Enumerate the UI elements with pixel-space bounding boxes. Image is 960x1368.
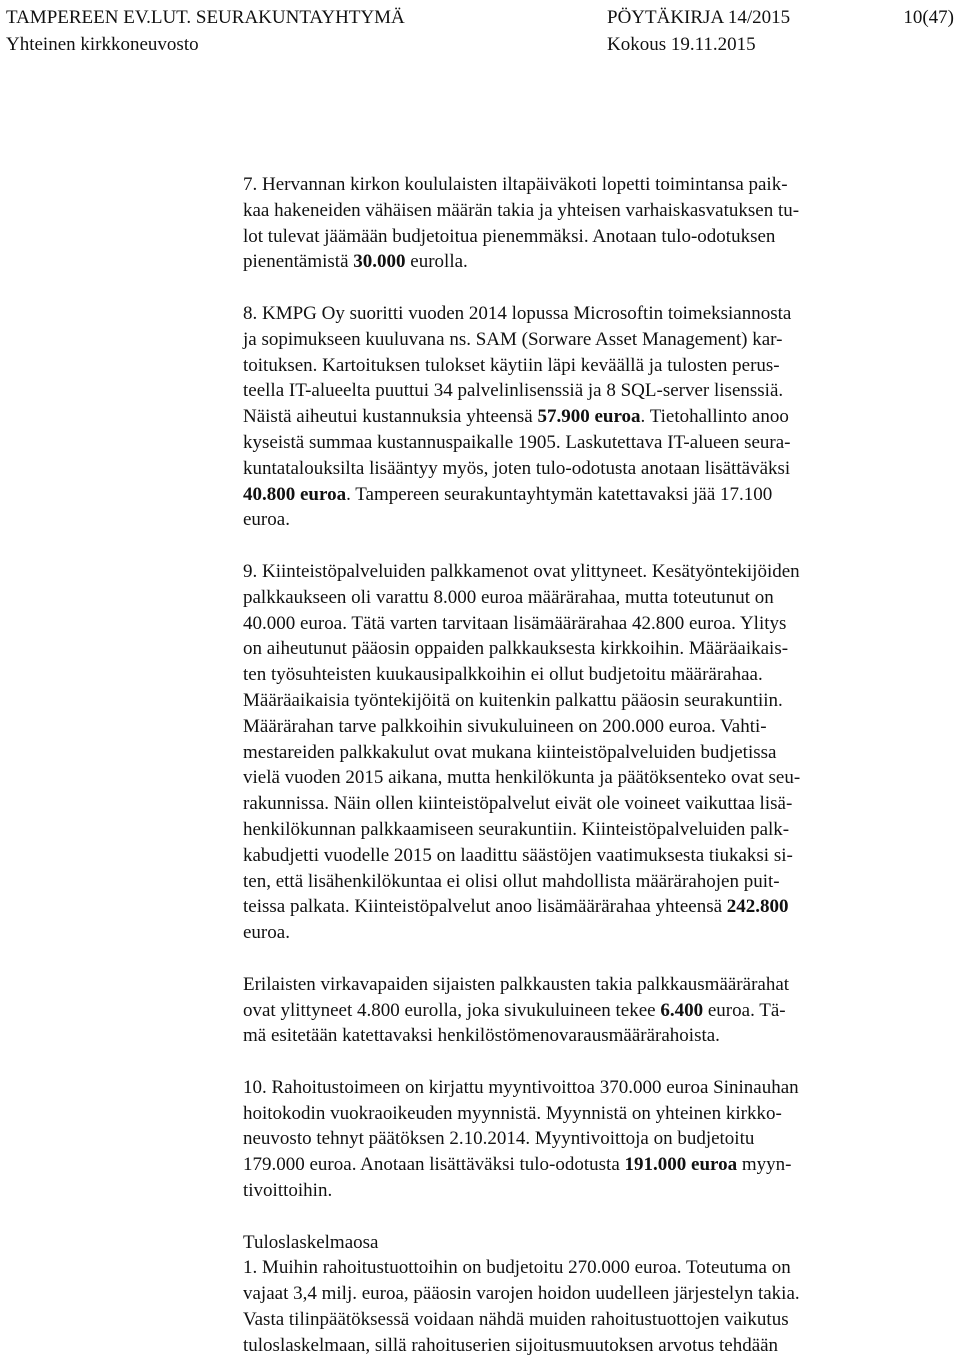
header-row-2	[0, 31, 960, 58]
text-segment: myyn-	[737, 1154, 792, 1176]
text-line	[243, 1281, 903, 1307]
document-body	[243, 172, 903, 1359]
emphasized-amount: 191.000 euroa	[624, 1154, 738, 1176]
text-line	[243, 301, 903, 327]
text-segment: on aiheutunut pääosin oppaiden palkkauksesta kirkkoihin. Määräaikais-	[243, 638, 789, 660]
emphasized-amount: 242.800	[726, 896, 789, 918]
emphasized-amount: 40.800 euroa	[243, 483, 347, 505]
text-segment: eurolla.	[405, 251, 468, 273]
emphasized-amount: 6.400	[660, 999, 704, 1021]
paragraph-substitutes	[243, 972, 903, 1049]
text-segment: kuntatalouksilta lisääntyy myös, joten tulo-odotusta anotaan lisättäväksi	[243, 457, 791, 479]
text-line	[243, 456, 903, 482]
text-segment: euroa.	[243, 922, 290, 944]
text-segment: 40.000 euroa. Tätä varten tarvitaan lisämäärärahaa 42.800 euroa. Ylitys	[243, 612, 787, 634]
meeting-date: Kokous 19.11.2015	[607, 34, 756, 55]
paragraph-income-statement	[243, 1230, 903, 1359]
paragraph-item-8	[243, 301, 903, 533]
text-line	[243, 224, 903, 250]
text-line	[243, 1178, 903, 1204]
text-line	[243, 611, 903, 637]
text-segment: lot tulevat jäämään budjetoitua pienemmäksi. Anotaan tulo-odotuksen	[243, 225, 776, 247]
text-line	[243, 998, 903, 1024]
text-segment: ten työsuhteisten kuukausipalkkoihin ei ollut budjetoitu määrärahaa.	[243, 664, 763, 686]
organization-name: TAMPEREEN EV.LUT. SEURAKUNTAYHTYMÄ	[6, 7, 405, 28]
text-line	[243, 740, 903, 766]
emphasized-amount: 30.000	[353, 251, 406, 273]
text-line	[243, 1101, 903, 1127]
text-line	[243, 559, 903, 585]
text-line	[243, 972, 903, 998]
text-segment: . Tampereen seurakuntayhtymän katettavaksi jää 17.100	[346, 483, 773, 505]
text-line	[243, 1230, 903, 1256]
text-segment: Vasta tilinpäätöksessä voidaan nähdä muiden rahoitustuottojen vaikutus	[243, 1309, 789, 1331]
text-line	[243, 662, 903, 688]
text-segment: ja sopimukseen kuuluvana ns. SAM (Sorware Asset Management) kar-	[243, 328, 783, 350]
text-segment: Määrärahan tarve palkkoihin sivukuluineen on 200.000 euroa. Vahti-	[243, 715, 767, 737]
document-number: PÖYTÄKIRJA 14/2015	[607, 7, 791, 28]
text-line	[243, 249, 903, 275]
text-line	[243, 172, 903, 198]
text-line	[243, 1307, 903, 1333]
text-segment: mä esitetään katettavaksi henkilöstömenovarausmäärärahoista.	[243, 1025, 720, 1047]
text-segment: tuloslaskelmaan, sillä rahoituserien sijoitusmuutoksen arvotus tehdään	[243, 1334, 779, 1356]
text-line	[243, 1075, 903, 1101]
text-segment: tivoittoihin.	[243, 1180, 333, 1202]
text-segment: henkilökunnan palkkaamiseen seurakuntiin. Kiinteistöpalveluiden palk-	[243, 818, 790, 840]
text-segment: neuvosto tehnyt päätöksen 2.10.2014. Myyntivoittoja on budjetoitu	[243, 1128, 755, 1150]
text-line	[243, 894, 903, 920]
text-segment: euroa. Tä-	[703, 999, 786, 1021]
text-line	[243, 404, 903, 430]
text-segment: toituksen. Kartoituksen tulokset käytiin läpi keväällä ja tulosten perus-	[243, 354, 780, 376]
text-segment: Erilaisten virkavapaiden sijaisten palkkausten takia palkkausmäärärahat	[243, 973, 790, 995]
text-line	[243, 920, 903, 946]
text-segment: 9. Kiinteistöpalveluiden palkkamenot ovat ylittyneet. Kesätyöntekijöiden	[243, 560, 800, 582]
text-line	[243, 636, 903, 662]
text-segment: 8. KMPG Oy suoritti vuoden 2014 lopussa Microsoftin toimeksiannosta	[243, 302, 792, 324]
text-segment: euroa.	[243, 509, 290, 531]
text-segment: teella IT-alueelta puuttui 34 palvelinlisenssiä ja 8 SQL-server lisenssiä.	[243, 380, 784, 402]
text-segment: teissa palkata. Kiinteistöpalvelut anoo lisämäärärahaa yhteensä	[243, 896, 727, 918]
text-segment: Määräaikaisia työntekijöitä on kuitenkin palkattu pääosin seurakuntiin.	[243, 689, 783, 711]
text-line	[243, 430, 903, 456]
text-line	[243, 353, 903, 379]
text-segment: Näistä aiheutui kustannuksia yhteensä	[243, 406, 538, 428]
text-segment: kaa hakeneiden vähäisen määrän takia ja yhteisen varhaiskasvatuksen tu-	[243, 199, 800, 221]
text-line	[243, 714, 903, 740]
text-segment: 179.000 euroa. Anotaan lisättäväksi tulo-odotusta	[243, 1154, 625, 1176]
text-line	[243, 482, 903, 508]
text-line	[243, 1333, 903, 1359]
text-line	[243, 688, 903, 714]
paragraph-item-7	[243, 172, 903, 275]
text-segment: vajaat 3,4 milj. euroa, pääosin varojen hoidon uudelleen järjestelyn takia.	[243, 1283, 800, 1305]
text-line	[243, 817, 903, 843]
text-line	[243, 791, 903, 817]
text-segment: 10. Rahoitustoimeen on kirjattu myyntivoittoa 370.000 euroa Sininauhan	[243, 1076, 799, 1098]
document-header	[0, 4, 960, 60]
text-line	[243, 1023, 903, 1049]
paragraph-item-10	[243, 1075, 903, 1204]
paragraph-item-9	[243, 559, 903, 946]
text-line	[243, 1152, 903, 1178]
text-segment: 1. Muihin rahoitustuottoihin on budjetoitu 270.000 euroa. Toteutuma on	[243, 1257, 791, 1279]
text-segment: mestareiden palkkakulut ovat mukana kiinteistöpalveluiden budjetissa	[243, 741, 777, 763]
text-segment: ten, että lisähenkilökuntaa ei olisi ollut mahdollista määrärahojen puit-	[243, 870, 780, 892]
text-line	[243, 869, 903, 895]
text-segment: 7. Hervannan kirkon koululaisten iltapäiväkoti lopetti toimintansa paik-	[243, 174, 788, 195]
text-line	[243, 1126, 903, 1152]
emphasized-amount: 57.900 euroa	[537, 406, 641, 428]
governing-body: Yhteinen kirkkoneuvosto	[6, 34, 199, 55]
text-line	[243, 585, 903, 611]
text-segment: pienentämistä	[243, 251, 354, 273]
header-row-1	[0, 4, 960, 31]
text-segment: vielä vuoden 2015 aikana, mutta henkilökunta ja päätöksenteko ovat seu-	[243, 767, 801, 789]
text-segment: Tuloslaskelmaosa	[243, 1231, 379, 1253]
text-line	[243, 507, 903, 533]
text-segment: . Tietohallinto anoo	[640, 406, 789, 428]
page-number: 10(47)	[903, 7, 954, 28]
text-segment: kabudjetti vuodelle 2015 on laadittu säästöjen vaatimuksesta tiukaksi si-	[243, 844, 793, 866]
text-line	[243, 843, 903, 869]
text-line	[243, 198, 903, 224]
text-line	[243, 1255, 903, 1281]
text-line	[243, 378, 903, 404]
text-segment: hoitokodin vuokraoikeuden myynnistä. Myynnistä on yhteinen kirkko-	[243, 1102, 782, 1124]
text-segment: kyseistä summaa kustannuspaikalle 1905. Laskutettava IT-alueen seura-	[243, 431, 791, 453]
text-segment: ovat ylittyneet 4.800 eurolla, joka sivukuluineen tekee	[243, 999, 661, 1021]
text-line	[243, 327, 903, 353]
text-segment: rakunnissa. Näin ollen kiinteistöpalvelut eivät ole voineet vaikuttaa lisä-	[243, 793, 793, 815]
text-line	[243, 765, 903, 791]
text-segment: palkkaukseen oli varattu 8.000 euroa määrärahaa, mutta toteutunut on	[243, 586, 774, 608]
